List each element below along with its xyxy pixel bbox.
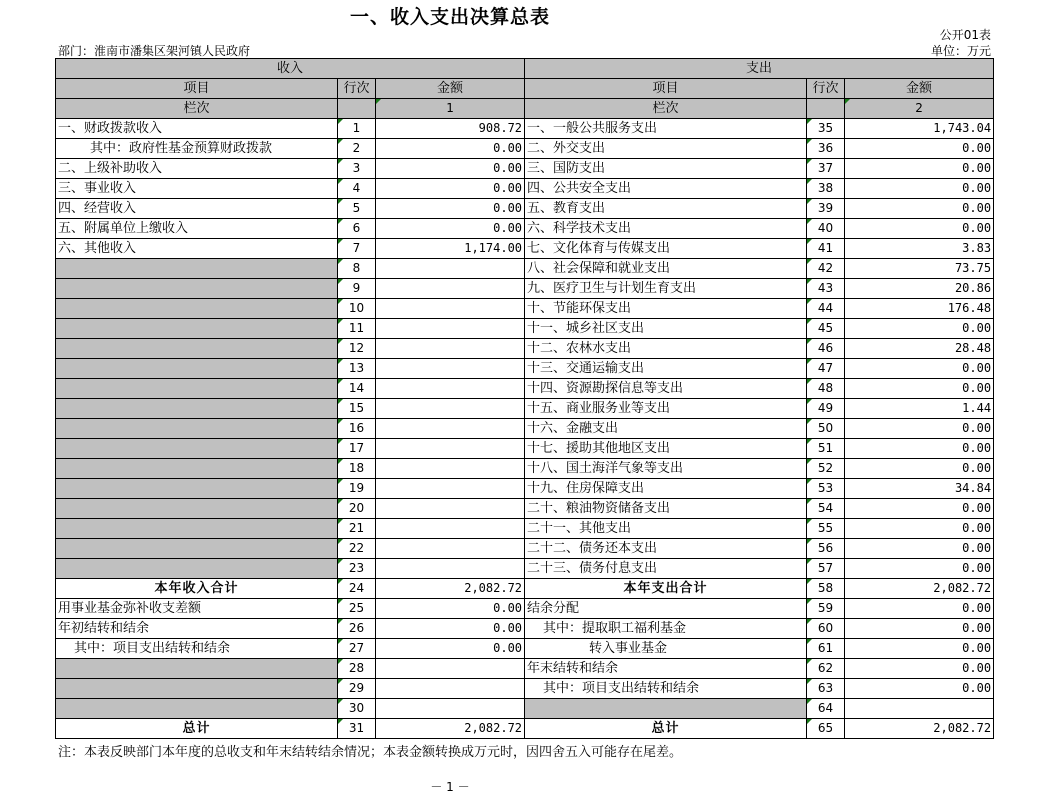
expense-amount: 1.44 [845, 399, 994, 419]
income-amount [376, 379, 525, 399]
income-amount: 0.00 [376, 619, 525, 639]
expense-row-number: 65 [807, 719, 845, 739]
expense-item-label: 总计 [525, 719, 807, 739]
expense-amount: 0.00 [845, 359, 994, 379]
expense-row-number: 43 [807, 279, 845, 299]
expense-row-number: 50 [807, 419, 845, 439]
expense-rowno-header: 行次 [807, 79, 845, 99]
income-item-label [56, 299, 338, 319]
income-row-number: 14 [338, 379, 376, 399]
income-item-label [56, 279, 338, 299]
income-item-label [56, 359, 338, 379]
income-row-number: 5 [338, 199, 376, 219]
income-amount [376, 299, 525, 319]
expense-row-number: 61 [807, 639, 845, 659]
income-row-number: 25 [338, 599, 376, 619]
expense-row-number: 38 [807, 179, 845, 199]
income-row-number: 9 [338, 279, 376, 299]
income-item-label [56, 319, 338, 339]
expense-amount: 1,743.04 [845, 119, 994, 139]
table-row [56, 639, 994, 659]
budget-table [55, 58, 994, 739]
expense-row-number: 56 [807, 539, 845, 559]
expense-amount: 0.00 [845, 439, 994, 459]
income-row-number: 6 [338, 219, 376, 239]
expense-row-number: 51 [807, 439, 845, 459]
expense-row-number: 44 [807, 299, 845, 319]
income-amount: 2,082.72 [376, 719, 525, 739]
income-amount [376, 559, 525, 579]
expense-item-label: 四、公共安全支出 [525, 179, 807, 199]
expense-row-number: 63 [807, 679, 845, 699]
income-row-number: 31 [338, 719, 376, 739]
expense-row-number: 59 [807, 599, 845, 619]
expense-row-number: 41 [807, 239, 845, 259]
expense-item-label: 十、节能环保支出 [525, 299, 807, 319]
expense-item-label: 十四、资源勘探信息等支出 [525, 379, 807, 399]
income-item-label [56, 379, 338, 399]
income-column-blank [338, 99, 376, 119]
expense-amount: 0.00 [845, 179, 994, 199]
expense-amount: 0.00 [845, 659, 994, 679]
table-row [56, 379, 994, 399]
income-row-number: 23 [338, 559, 376, 579]
expense-row-number: 52 [807, 459, 845, 479]
income-row-number: 17 [338, 439, 376, 459]
income-row-number: 12 [338, 339, 376, 359]
expense-header: 支出 [525, 59, 994, 79]
income-row-number: 22 [338, 539, 376, 559]
expense-item-label: 十三、交通运输支出 [525, 359, 807, 379]
income-row-number: 8 [338, 259, 376, 279]
expense-column-label: 栏次 [525, 99, 807, 119]
income-item-label: 四、经营收入 [56, 199, 338, 219]
income-amount [376, 519, 525, 539]
expense-item-label: 其中：项目支出结转和结余 [525, 679, 807, 699]
table-row [56, 719, 994, 739]
income-amount [376, 479, 525, 499]
income-row-number: 10 [338, 299, 376, 319]
income-item-label: 二、上级补助收入 [56, 159, 338, 179]
income-item-label: 其中：政府性基金预算财政拨款 [56, 139, 338, 159]
income-amount [376, 399, 525, 419]
income-row-number: 16 [338, 419, 376, 439]
table-row [56, 259, 994, 279]
table-row [56, 679, 994, 699]
expense-amount: 34.84 [845, 479, 994, 499]
income-row-number: 18 [338, 459, 376, 479]
income-item-label [56, 699, 338, 719]
income-row-number: 15 [338, 399, 376, 419]
income-item-label: 总计 [56, 719, 338, 739]
income-item-label [56, 539, 338, 559]
income-amount [376, 439, 525, 459]
income-item-label [56, 459, 338, 479]
expense-amount: 0.00 [845, 559, 994, 579]
expense-item-label: 五、教育支出 [525, 199, 807, 219]
income-item-label [56, 659, 338, 679]
expense-amount: 0.00 [845, 679, 994, 699]
table-row [56, 339, 994, 359]
table-row [56, 399, 994, 419]
table-row [56, 219, 994, 239]
table-row [56, 619, 994, 639]
expense-amount: 0.00 [845, 139, 994, 159]
expense-amount: 0.00 [845, 539, 994, 559]
income-row-number: 27 [338, 639, 376, 659]
income-row-number: 30 [338, 699, 376, 719]
table-row [56, 139, 994, 159]
income-item-label [56, 439, 338, 459]
table-row [56, 559, 994, 579]
expense-row-number: 36 [807, 139, 845, 159]
expense-item-label: 二十二、债务还本支出 [525, 539, 807, 559]
table-row [56, 539, 994, 559]
expense-row-number: 57 [807, 559, 845, 579]
income-amount [376, 459, 525, 479]
expense-row-number: 60 [807, 619, 845, 639]
expense-amount: 0.00 [845, 619, 994, 639]
expense-item-label [525, 699, 807, 719]
expense-amount: 20.86 [845, 279, 994, 299]
income-row-number: 1 [338, 119, 376, 139]
expense-item-label: 年末结转和结余 [525, 659, 807, 679]
income-row-number: 28 [338, 659, 376, 679]
income-row-number: 21 [338, 519, 376, 539]
income-amount: 0.00 [376, 159, 525, 179]
expense-amount: 0.00 [845, 159, 994, 179]
income-amount [376, 539, 525, 559]
income-amount [376, 339, 525, 359]
expense-amount: 3.83 [845, 239, 994, 259]
income-row-number: 20 [338, 499, 376, 519]
income-item-label [56, 339, 338, 359]
income-header: 收入 [56, 59, 525, 79]
income-row-number: 13 [338, 359, 376, 379]
expense-item-label: 二十、粮油物资储备支出 [525, 499, 807, 519]
income-item-label: 本年收入合计 [56, 579, 338, 599]
income-row-number: 3 [338, 159, 376, 179]
income-amount [376, 279, 525, 299]
income-amount [376, 259, 525, 279]
income-amount: 0.00 [376, 639, 525, 659]
expense-amount: 2,082.72 [845, 579, 994, 599]
income-item-label: 三、事业收入 [56, 179, 338, 199]
expense-row-number: 53 [807, 479, 845, 499]
expense-item-label: 本年支出合计 [525, 579, 807, 599]
expense-row-number: 58 [807, 579, 845, 599]
expense-row-number: 64 [807, 699, 845, 719]
income-amount [376, 359, 525, 379]
expense-amount: 0.00 [845, 379, 994, 399]
expense-item-label: 转入事业基金 [525, 639, 807, 659]
income-amount: 0.00 [376, 139, 525, 159]
income-row-number: 2 [338, 139, 376, 159]
unit-label: 单位：万元 [930, 44, 991, 58]
income-amount-header: 金额 [376, 79, 525, 99]
expense-item-label: 十一、城乡社区支出 [525, 319, 807, 339]
table-row [56, 479, 994, 499]
expense-row-number: 39 [807, 199, 845, 219]
expense-column-blank [807, 99, 845, 119]
expense-amount: 0.00 [845, 599, 994, 619]
expense-amount: 0.00 [845, 199, 994, 219]
income-row-number: 11 [338, 319, 376, 339]
expense-row-number: 54 [807, 499, 845, 519]
income-item-label: 用事业基金弥补收支差额 [56, 599, 338, 619]
expense-row-number: 46 [807, 339, 845, 359]
income-row-number: 4 [338, 179, 376, 199]
income-column-number: 1 [376, 99, 525, 119]
income-item-header: 项目 [56, 79, 338, 99]
expense-amount-header: 金额 [845, 79, 994, 99]
expense-row-number: 40 [807, 219, 845, 239]
table-row [56, 179, 994, 199]
income-item-label: 一、财政拨款收入 [56, 119, 338, 139]
income-item-label [56, 499, 338, 519]
table-row [56, 319, 994, 339]
income-amount: 908.72 [376, 119, 525, 139]
expense-amount: 2,082.72 [845, 719, 994, 739]
income-amount: 0.00 [376, 219, 525, 239]
expense-row-number: 62 [807, 659, 845, 679]
income-column-label: 栏次 [56, 99, 338, 119]
expense-item-label: 十八、国土海洋气象等支出 [525, 459, 807, 479]
table-row [56, 299, 994, 319]
table-row [56, 519, 994, 539]
expense-row-number: 55 [807, 519, 845, 539]
expense-row-number: 35 [807, 119, 845, 139]
table-row [56, 159, 994, 179]
table-row [56, 119, 994, 139]
income-amount [376, 679, 525, 699]
expense-amount: 73.75 [845, 259, 994, 279]
income-amount: 1,174.00 [376, 239, 525, 259]
income-amount [376, 319, 525, 339]
expense-amount: 0.00 [845, 319, 994, 339]
expense-amount: 176.48 [845, 299, 994, 319]
income-item-label [56, 519, 338, 539]
page-number: － 1 － [430, 780, 470, 794]
expense-item-label: 六、科学技术支出 [525, 219, 807, 239]
income-row-number: 29 [338, 679, 376, 699]
income-item-label [56, 679, 338, 699]
expense-amount: 0.00 [845, 639, 994, 659]
table-row [56, 439, 994, 459]
expense-item-label: 九、医疗卫生与计划生育支出 [525, 279, 807, 299]
income-item-label [56, 419, 338, 439]
income-item-label [56, 259, 338, 279]
expense-row-number: 37 [807, 159, 845, 179]
expense-column-number: 2 [845, 99, 994, 119]
table-row [56, 699, 994, 719]
expense-item-label: 十六、金融支出 [525, 419, 807, 439]
expense-amount: 0.00 [845, 419, 994, 439]
income-item-label [56, 479, 338, 499]
income-item-label: 年初结转和结余 [56, 619, 338, 639]
table-row [56, 659, 994, 679]
income-rowno-header: 行次 [338, 79, 376, 99]
expense-row-number: 45 [807, 319, 845, 339]
income-item-label [56, 559, 338, 579]
income-item-label: 六、其他收入 [56, 239, 338, 259]
expense-amount [845, 699, 994, 719]
income-amount [376, 699, 525, 719]
table-row [56, 419, 994, 439]
expense-amount: 28.48 [845, 339, 994, 359]
expense-item-label: 一、一般公共服务支出 [525, 119, 807, 139]
expense-item-header: 项目 [525, 79, 807, 99]
expense-amount: 0.00 [845, 219, 994, 239]
expense-amount: 0.00 [845, 519, 994, 539]
footnote: 注：本表反映部门本年度的总收支和年末结转结余情况；本表金额转换成万元时，因四舍五入可能存在尾差。 [58, 745, 683, 760]
income-amount: 0.00 [376, 199, 525, 219]
expense-item-label: 二、外交支出 [525, 139, 807, 159]
expense-item-label: 其中：提取职工福利基金 [525, 619, 807, 639]
expense-item-label: 八、社会保障和就业支出 [525, 259, 807, 279]
table-row [56, 579, 994, 599]
income-amount [376, 659, 525, 679]
income-row-number: 26 [338, 619, 376, 639]
expense-item-label: 十七、援助其他地区支出 [525, 439, 807, 459]
expense-row-number: 47 [807, 359, 845, 379]
income-amount [376, 419, 525, 439]
table-row [56, 199, 994, 219]
table-row [56, 279, 994, 299]
table-row [56, 239, 994, 259]
expense-item-label: 结余分配 [525, 599, 807, 619]
income-item-label: 其中：项目支出结转和结余 [56, 639, 338, 659]
expense-item-label: 十二、农林水支出 [525, 339, 807, 359]
income-item-label [56, 399, 338, 419]
expense-item-label: 三、国防支出 [525, 159, 807, 179]
page-title: 一、收入支出决算总表 [349, 6, 550, 28]
expense-row-number: 49 [807, 399, 845, 419]
table-row [56, 359, 994, 379]
income-row-number: 19 [338, 479, 376, 499]
expense-item-label: 七、文化体育与传媒支出 [525, 239, 807, 259]
expense-row-number: 48 [807, 379, 845, 399]
expense-amount: 0.00 [845, 499, 994, 519]
table-row [56, 459, 994, 479]
expense-row-number: 42 [807, 259, 845, 279]
expense-item-label: 二十一、其他支出 [525, 519, 807, 539]
table-row [56, 599, 994, 619]
income-item-label: 五、附属单位上缴收入 [56, 219, 338, 239]
income-row-number: 24 [338, 579, 376, 599]
expense-amount: 0.00 [845, 459, 994, 479]
table-row [56, 499, 994, 519]
income-amount: 2,082.72 [376, 579, 525, 599]
income-amount [376, 499, 525, 519]
income-amount: 0.00 [376, 599, 525, 619]
income-row-number: 7 [338, 239, 376, 259]
expense-item-label: 十九、住房保障支出 [525, 479, 807, 499]
expense-item-label: 十五、商业服务业等支出 [525, 399, 807, 419]
department-label: 部门：淮南市潘集区架河镇人民政府 [58, 44, 251, 58]
form-number: 公开01表 [939, 28, 991, 42]
income-amount: 0.00 [376, 179, 525, 199]
expense-item-label: 二十三、债务付息支出 [525, 559, 807, 579]
